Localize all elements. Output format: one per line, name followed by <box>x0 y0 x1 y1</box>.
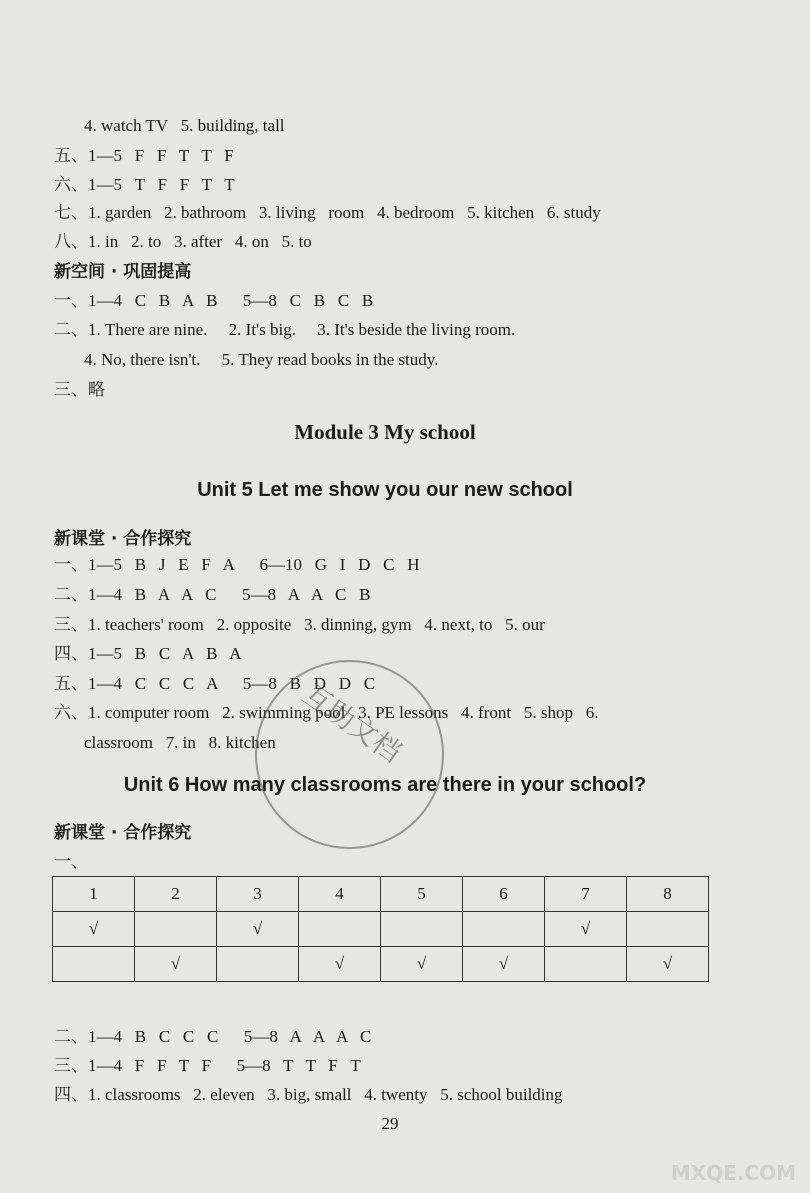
table-header-row <box>53 877 709 912</box>
table-cell: 3 <box>217 877 299 912</box>
answer-table <box>52 876 709 982</box>
section-heading: 新课堂 · 合作探究 <box>54 823 192 843</box>
answer-line: 二、1—4 B C C C 5—8 A A A C <box>54 1027 372 1046</box>
table-cell <box>627 912 709 947</box>
answer-line: 二、1—4 B A A C 5—8 A A C B <box>54 585 371 604</box>
answer-line: 4. No, there isn't. 5. They read books in the study. <box>84 350 439 369</box>
answer-line: 六、1. computer room 2. swimming pool 3. PE lessons 4. front 5. shop 6. <box>54 703 599 722</box>
answer-line: 二、1. There are nine. 2. It's big. 3. It's beside the living room. <box>54 320 516 339</box>
table-cell <box>217 947 299 982</box>
answer-line: 五、1—5 F F T T F <box>54 146 234 165</box>
unit-title: Unit 5 Let me show you our new school <box>197 479 573 501</box>
table-cell: √ <box>545 912 627 947</box>
answer-line: 五、1—4 C C C A 5—8 B D D C <box>54 674 376 693</box>
table-cell: 4 <box>299 877 381 912</box>
module-title: Module 3 My school <box>294 420 476 444</box>
stamp-seal <box>255 660 444 849</box>
answer-line: 三、1—4 F F T F 5—8 T T F T <box>54 1056 361 1075</box>
answer-line: 4. watch TV 5. building, tall <box>84 116 285 135</box>
table-cell: √ <box>381 947 463 982</box>
table-cell: 5 <box>381 877 463 912</box>
section-heading: 新空间 · 巩固提高 <box>54 262 192 282</box>
answer-line: classroom 7. in 8. kitchen <box>84 733 276 752</box>
answer-line: 三、略 <box>54 380 105 399</box>
stamp-text: 互助文档 <box>296 677 408 769</box>
section-heading: 新课堂 · 合作探究 <box>54 529 192 549</box>
table-cell <box>135 912 217 947</box>
table-cell: 1 <box>53 877 135 912</box>
table-cell <box>381 912 463 947</box>
answer-line: 六、1—5 T F F T T <box>54 175 235 194</box>
answer-line: 四、1—5 B C A B A <box>54 644 242 663</box>
table-row <box>53 912 709 947</box>
answer-line: 一、 <box>54 852 88 871</box>
answer-line: 三、1. teachers' room 2. opposite 3. dinning, gym 4. next, to 5. our <box>54 615 545 634</box>
page-number: 29 <box>381 1114 399 1133</box>
table-cell: √ <box>135 947 217 982</box>
table-cell: √ <box>53 912 135 947</box>
watermark: MXQE.COM <box>670 1161 796 1185</box>
table-cell: √ <box>463 947 545 982</box>
table-cell: 7 <box>545 877 627 912</box>
answer-line: 七、1. garden 2. bathroom 3. living room 4. bedroom 5. kitchen 6. study <box>54 203 601 222</box>
table-cell: 6 <box>463 877 545 912</box>
table-cell <box>53 947 135 982</box>
table-cell: 8 <box>627 877 709 912</box>
answer-line: 一、1—4 C B A B 5—8 C B C B <box>54 291 374 310</box>
answer-line: 四、1. classrooms 2. eleven 3. big, small 4. twenty 5. school building <box>54 1085 563 1104</box>
table-cell <box>299 912 381 947</box>
table-cell: √ <box>627 947 709 982</box>
table-cell: √ <box>217 912 299 947</box>
table-row <box>53 947 709 982</box>
table-cell <box>545 947 627 982</box>
table-cell: 2 <box>135 877 217 912</box>
table-cell <box>463 912 545 947</box>
unit-title: Unit 6 How many classrooms are there in your school? <box>123 774 647 796</box>
answer-line: 八、1. in 2. to 3. after 4. on 5. to <box>54 232 312 251</box>
table-cell: √ <box>299 947 381 982</box>
answer-line: 一、1—5 B J E F A 6—10 G I D C H <box>54 555 420 574</box>
